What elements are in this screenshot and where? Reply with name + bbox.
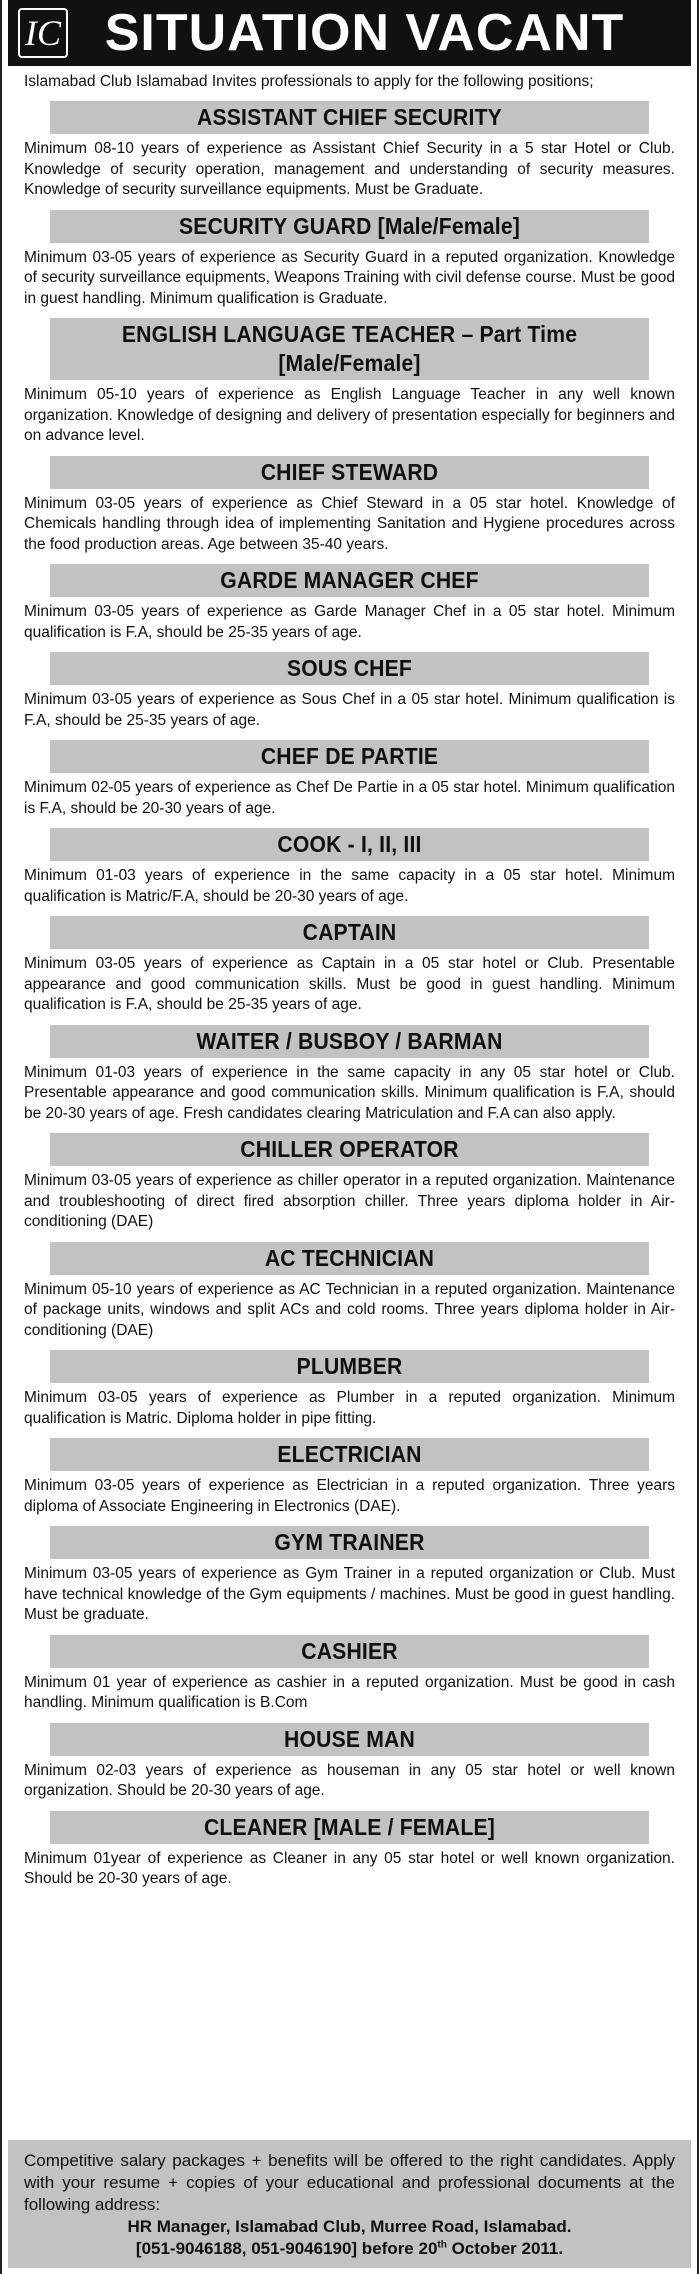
job-section: [24, 828, 675, 911]
job-section: [24, 564, 675, 647]
footer-address: HR Manager, Islamabad Club, Murree Road, Islamabad.: [127, 2217, 572, 2236]
footer-contact-suffix: October 2011.: [446, 2239, 564, 2258]
job-title: CHEF DE PARTIE: [50, 740, 649, 773]
job-section: [24, 1350, 675, 1433]
job-section: [24, 916, 675, 1020]
job-section: [24, 1025, 675, 1129]
job-title: HOUSE MAN: [50, 1723, 649, 1756]
job-section: [24, 1811, 675, 1894]
job-section: [24, 1133, 675, 1237]
job-section: [24, 1438, 675, 1521]
footer-contact-prefix: [051-9046188, 051-9046190] before 20: [135, 2239, 438, 2258]
header-bar: [8, 0, 691, 66]
job-description: Minimum 03-05 years of experience as Chief Steward in a 05 star hotel. Knowledge of Chemicals handling through idea of implementing Sanitation and Hygiene procedures across the food production areas. Age between 35-40 years.: [24, 494, 675, 553]
job-description: Minimum 03-05 years of experience as Electrician in a reputed organization. Three years diploma of Associate Engineering in Electronics (DAE).: [24, 1477, 675, 1515]
job-title: GYM TRAINER: [50, 1526, 649, 1559]
job-title: ENGLISH LANGUAGE TEACHER – Part Time [Male/Female]: [50, 318, 649, 380]
job-title: ASSISTANT CHIEF SECURITY: [50, 101, 649, 134]
job-description: Minimum 01 year of experience as cashier in a reputed organization. Must be good in cash handling. Minimum qualification is B.Com: [24, 1673, 675, 1711]
job-description: Minimum 03-05 years of experience as Gym Trainer in a reputed organization or Club. Must have technical knowledge of the Gym equipments / machines. Must be good in guest handling. Must be graduate.: [24, 1565, 675, 1623]
job-section: [24, 1242, 675, 1346]
job-section: [24, 1723, 675, 1806]
page-title: SITUATION VACANT: [104, 4, 625, 62]
job-title: SECURITY GUARD [Male/Female]: [50, 210, 649, 243]
job-title: CLEANER [MALE / FEMALE]: [50, 1811, 649, 1844]
job-description: Minimum 01-03 years of experience in the same capacity in any 05 star hotel or Club. Presentable appearance and good communication skills. Minimum qualification is F.A, should be 20-30 years of age. Fresh candidates clearing Matriculation and F.A can also apply.: [24, 1063, 675, 1122]
footer-box: [8, 2140, 691, 2268]
job-list: [2, 101, 697, 1894]
job-title: CHILLER OPERATOR: [50, 1133, 649, 1166]
job-title: SOUS CHEF: [50, 652, 649, 685]
job-description: Minimum 03-05 years of experience as Plumber in a reputed organization. Minimum qualification is Matric. Diploma holder in pipe fitting.: [24, 1389, 675, 1427]
job-section: [24, 1526, 675, 1630]
job-title: WAITER / BUSBOY / BARMAN: [50, 1025, 649, 1058]
job-title: CASHIER: [50, 1635, 649, 1668]
job-section: [24, 318, 675, 451]
job-section: [24, 740, 675, 823]
job-description: Minimum 01-03 years of experience in the same capacity in a 05 star hotel. Minimum qualification is Matric/F.A, should be 20-30 years of age.: [24, 867, 675, 905]
job-description: Minimum 08-10 years of experience as Assistant Chief Security in a 5 star Hotel or Club. Knowledge of security operation, management and understanding of security measures. Knowledge of security surveillance equipments. Must be Graduate.: [24, 140, 675, 198]
job-title: CAPTAIN: [50, 916, 649, 949]
job-title: COOK - I, II, III: [50, 828, 649, 861]
job-title: ELECTRICIAN: [50, 1438, 649, 1471]
intro-text: Islamabad Club Islamabad Invites professionals to apply for the following positions;: [24, 73, 594, 90]
footer-date-suffix: th: [437, 2239, 447, 2251]
job-title: PLUMBER: [50, 1350, 649, 1383]
job-description: Minimum 05-10 years of experience as AC Technician in a reputed organization. Maintenance of package units, windows and split ACs and cold rooms. Three years diploma holder in Air-conditioning (DAE): [24, 1280, 675, 1339]
job-section: [24, 210, 675, 314]
job-title: CHIEF STEWARD: [50, 456, 649, 489]
job-section: [24, 652, 675, 735]
job-description: Minimum 03-05 years of experience as Garde Manager Chef in a 05 star hotel. Minimum qualification is F.A, should be 25-35 years of age.: [24, 603, 675, 641]
job-section: [24, 456, 675, 560]
job-description: Minimum 02-03 years of experience as houseman in any 05 star hotel or well known organization. Should be 20-30 years of age.: [24, 1761, 675, 1799]
job-description: Minimum 05-10 years of experience as English Language Teacher in any well known organization. Knowledge of designing and delivery of presentation especially for beginners and on advance level.: [24, 386, 675, 444]
job-description: Minimum 02-05 years of experience as Chef De Partie in a 05 star hotel. Minimum qualification is F.A, should be 20-30 years of age.: [24, 779, 675, 817]
job-description: Minimum 03-05 years of experience as Captain in a 05 star hotel or Club. Presentable appearance and good communication skills. Must be good in guest handling. Minimum qualification is F.A, should be 25-35 years of age.: [24, 955, 675, 1013]
job-title: GARDE MANAGER CHEF: [50, 564, 649, 597]
footer-contact: [24, 2238, 675, 2260]
job-description: Minimum 03-05 years of experience as Security Guard in a reputed organization. Knowledge of security surveillance equipments, Weapons Training with civil defense course. Must be good in guest handling. Minimum qualification is Graduate.: [24, 248, 675, 307]
job-description: Minimum 01year of experience as Cleaner in any 05 star hotel or well known organization. Should be 20-30 years of age.: [24, 1849, 675, 1887]
job-title: AC TECHNICIAN: [50, 1242, 649, 1275]
job-section: [24, 101, 675, 205]
footer-text: Competitive salary packages + benefits will be offered to the right candidates. Apply with your resume + copies of your educational and professional documents at the following address:: [24, 2151, 675, 2214]
job-description: Minimum 03-05 years of experience as Sous Chef in a 05 star hotel. Minimum qualification is F.A, should be 25-35 years of age.: [24, 691, 675, 729]
club-logo: IC: [18, 8, 68, 58]
job-description: Minimum 03-05 years of experience as chiller operator in a reputed organization. Maintenance and troubleshooting of direct fired absorption chiller. Three years diploma holder in Air-conditioning (DAE): [24, 1172, 675, 1230]
job-section: [24, 1635, 675, 1718]
